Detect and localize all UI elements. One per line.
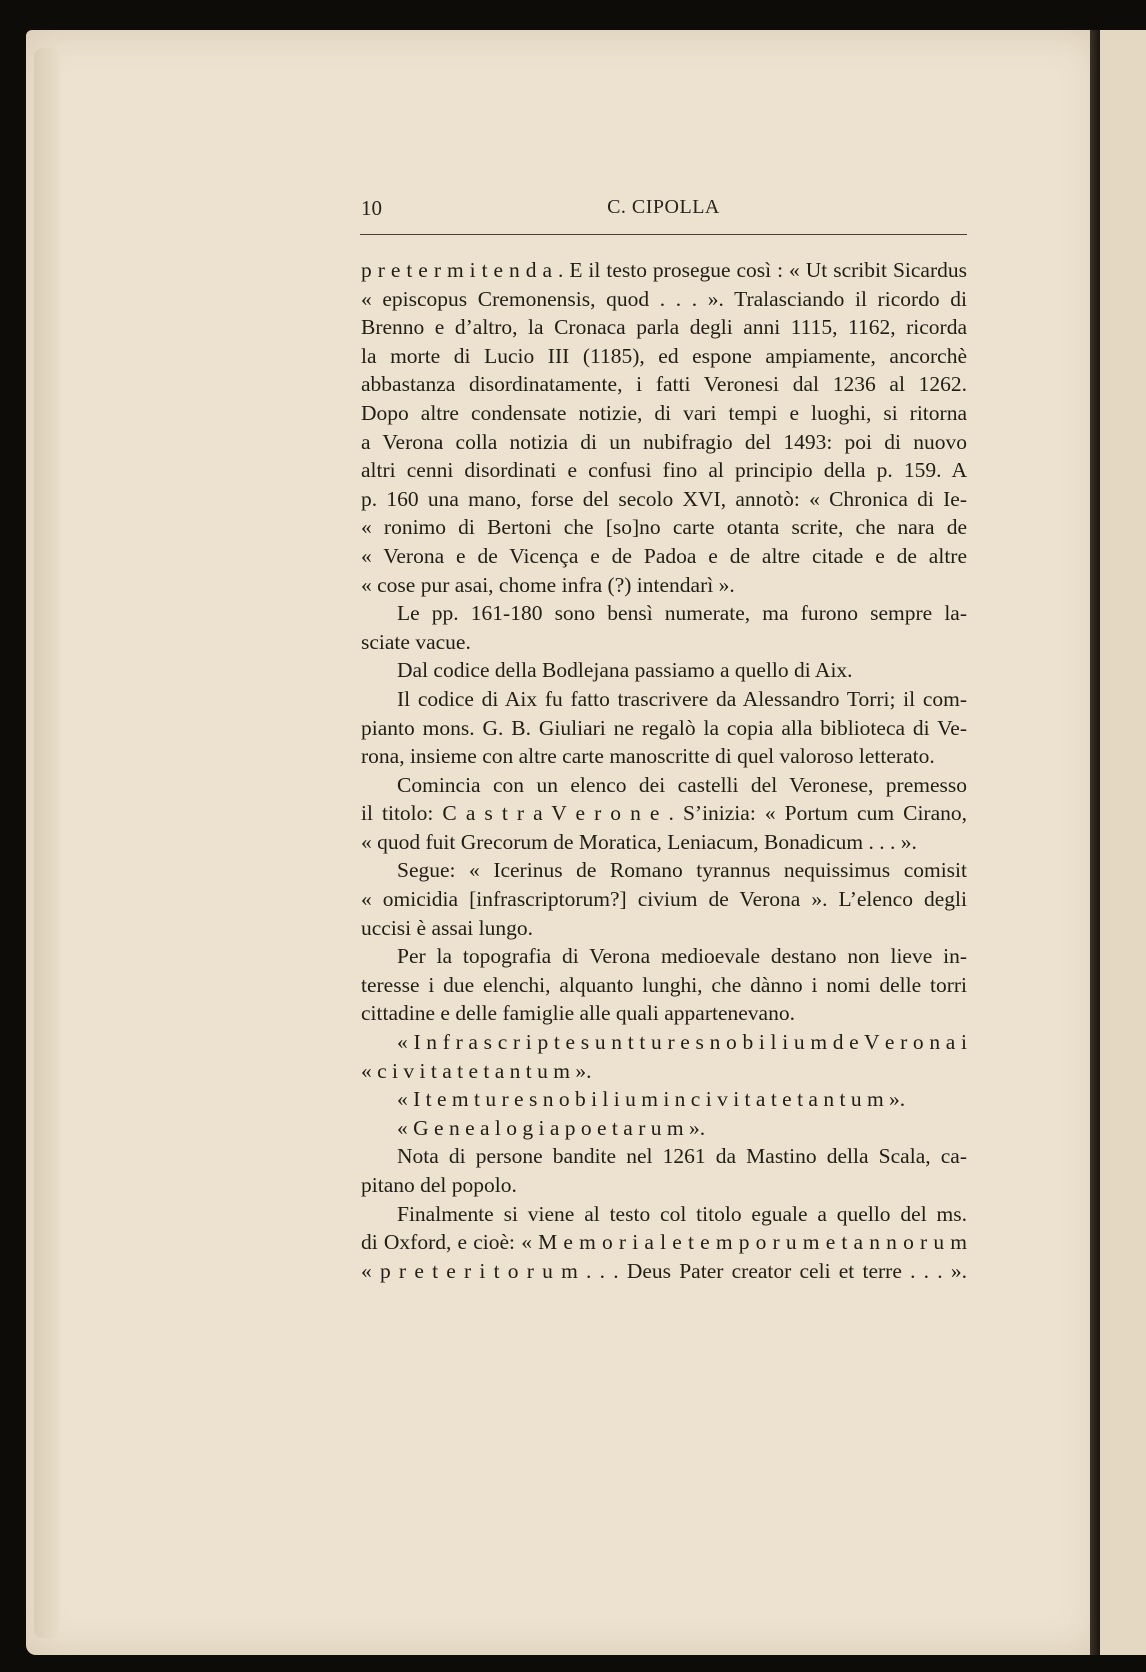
text-line: « Verona e de Vicença e de Padoa e de altre citade e de altre — [361, 543, 967, 568]
text-line: Finalmente si viene al testo col titolo eguale a quello del ms. — [397, 1201, 967, 1226]
text-line: Dal codice della Bodlejana passiamo a quello di Aix. — [397, 658, 853, 683]
text-line: abbastanza disordinatamente, i fatti Veronesi dal 1236 al 1262. — [361, 372, 967, 397]
text-line: Comincia con un elenco dei castelli del Veronese, premesso — [397, 772, 967, 797]
header-rule — [360, 234, 967, 235]
page-edge — [34, 48, 60, 1638]
page-header — [361, 196, 966, 222]
text-line: Nota di persone bandite nel 1261 da Mastino della Scala, ca- — [397, 1144, 967, 1169]
text-line: Dopo altre condensate notizie, di vari tempi e luoghi, si ritorna — [361, 400, 967, 425]
text-line: uccisi è assai lungo. — [361, 915, 533, 940]
text-line: pitano del popolo. — [361, 1173, 517, 1197]
text-line: altri cenni disordinati e confusi fino al principio della p. 159. A — [361, 458, 967, 483]
text-line: di Oxford, e cioè: « M e m o r i a l e t e m p o r u m e t a n n o r u m — [361, 1230, 967, 1255]
text-line: pianto mons. G. B. Giuliari ne regalò la copia alla biblioteca di Ve- — [361, 715, 967, 740]
text-line: « cose pur asai, chome infra (?) intendarì ». — [361, 572, 735, 597]
text-line: « I t e m t u r e s n o b i l i u m i n c i v i t a t e t a n t u m ». — [397, 1087, 906, 1112]
text-line: « p r e t e r i t o r u m . . . Deus Pater creator celi et terre . . . ». — [361, 1258, 967, 1283]
text-line: p. 160 una mano, forse del secolo XVI, annotò: « Chronica di Ie- — [361, 486, 967, 511]
body-text — [361, 256, 967, 1285]
text-line: Le pp. 161-180 sono bensì numerate, ma furono sempre la- — [397, 601, 967, 626]
text-line: Brenno e d’altro, la Cronaca parla degli anni 1115, 1162, ricorda — [361, 315, 967, 340]
text-line: teresse i due elenchi, alquanto lunghi, che dànno i nomi delle torri — [361, 972, 967, 997]
text-line: il titolo: C a s t r a V e r o n e . S’inizia: « Portum cum Cirano, — [361, 801, 967, 826]
text-line: « quod fuit Grecorum de Moratica, Leniacum, Bonadicum . . . ». — [361, 829, 917, 854]
text-line: « omicidia [infrascriptorum?] civium de Verona ». L’elenco degli — [361, 887, 967, 912]
text-line: a Verona colla notizia di un nubifragio del 1493: poi di nuovo — [361, 429, 967, 454]
text-line: Segue: « Icerinus de Romano tyrannus nequissimus comisit — [397, 858, 967, 883]
text-line: « c i v i t a t e t a n t u m ». — [361, 1058, 592, 1083]
facing-page-edge — [1100, 30, 1146, 1655]
page-number: 10 — [361, 196, 382, 220]
book-gutter — [1090, 30, 1100, 1655]
text-line: Per la topografia di Verona medioevale destano non lieve in- — [397, 944, 967, 969]
text-line: p r e t e r m i t e n d a . E il testo prosegue così : « Ut scribit Sicardus — [361, 258, 967, 282]
text-line: rona, insieme con altre carte manoscritte di quel valoroso letterato. — [361, 744, 935, 769]
text-line: « episcopus Cremonensis, quod . . . ». Tralasciando il ricordo di — [361, 286, 967, 311]
text-line: Il codice di Aix fu fatto trascrivere da Alessandro Torri; il com- — [397, 686, 967, 711]
text-line: « ronimo di Bertoni che [so]no carte otanta scrite, che nara de — [361, 515, 967, 540]
running-head: C. CIPOLLA — [607, 196, 720, 218]
text-line: cittadine e delle famiglie alle quali appartenevano. — [361, 1001, 795, 1026]
text-line: « G e n e a l o g i a p o e t a r u m ». — [397, 1115, 706, 1140]
text-line: « I n f r a s c r i p t e s u n t t u r e s n o b i l i u m d e V e r o n a i — [397, 1030, 967, 1055]
text-line: sciate vacue. — [361, 629, 471, 654]
text-line: la morte di Lucio III (1185), ed espone ampiamente, ancorchè — [361, 343, 967, 368]
